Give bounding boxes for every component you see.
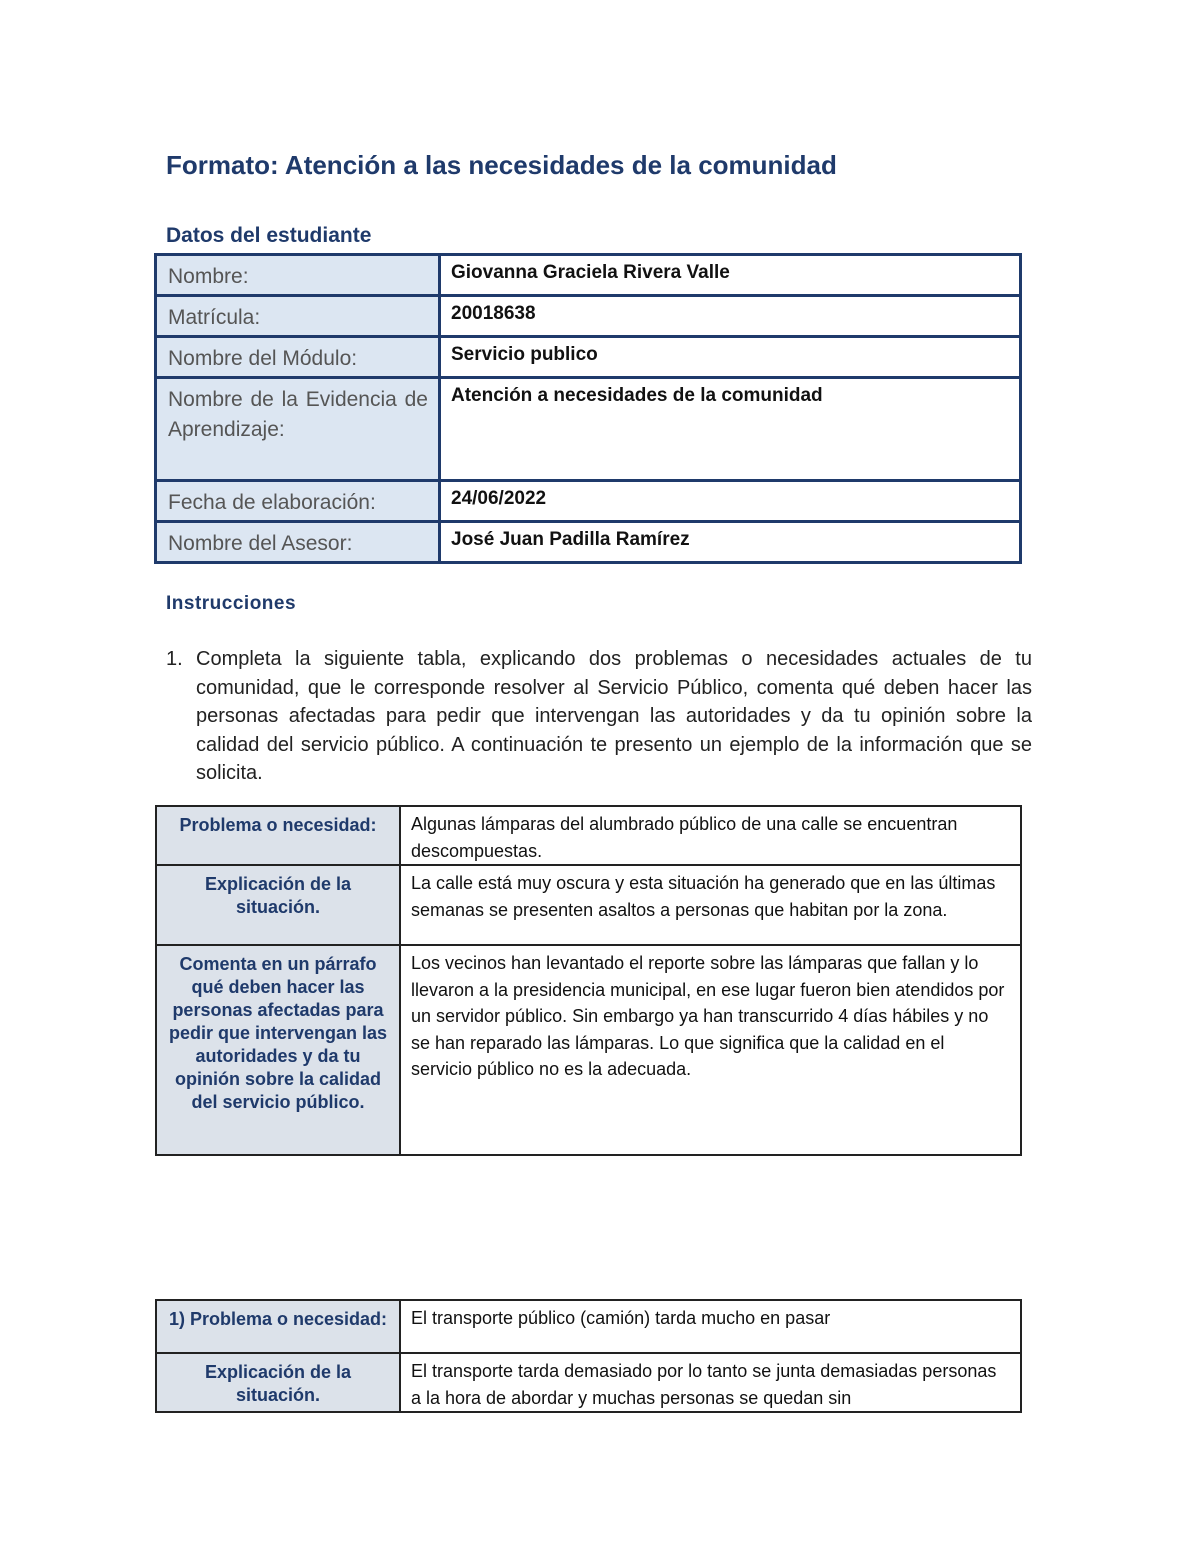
table-row — [156, 945, 1021, 1155]
example-comment-value: Los vecinos han levantado el reporte sobre las lámparas que fallan y lo llevaron a la presidencia municipal, en ese lugar fueron bien atendidos por un servidor público. Sin embargo ya han transcurrido 4 días hábiles y no se han reparado las lámparas. Lo que significa que la calidad en el servicio público no es la adecuada. — [400, 945, 1021, 1155]
table-row — [156, 1353, 1021, 1412]
date-label: Fecha de elaboración: — [156, 481, 440, 522]
student-name-value: Giovanna Graciela Rivera Valle — [440, 255, 1021, 296]
instruction-number: 1. — [166, 648, 183, 670]
table-row — [156, 296, 1021, 337]
evidence-label: Nombre de la Evidencia de Aprendizaje: — [156, 378, 440, 481]
table-row — [156, 255, 1021, 296]
instruction-text: Completa la siguiente tabla, explicando dos problemas o necesidades actuales de tu comunidad, que le corresponde resolver al Servicio Público, comenta qué deben hacer las personas afectadas para pedir que intervengan las autoridades y da tu opinión sobre la calidad del servicio público. A continuación te presento un ejemplo de la información que se solicita. — [196, 648, 1032, 784]
example-explanation-label: Explicación de la situación. — [156, 865, 400, 945]
example-explanation-value: La calle está muy oscura y esta situación ha generado que en las últimas semanas se presenten asaltos a personas que habitan por la zona. — [400, 865, 1021, 945]
example-problem-value: Algunas lámparas del alumbrado público de una calle se encuentran descompuestas. — [400, 806, 1021, 865]
instructions-list — [166, 645, 1032, 788]
example-problem-label: Problema o necesidad: — [156, 806, 400, 865]
problem-1-value: El transporte público (camión) tarda mucho en pasar — [400, 1300, 1021, 1353]
example-comment-label: Comenta en un párrafo qué deben hacer las personas afectadas para pedir que intervengan las autoridades y da tu opinión sobre la calidad del servicio público. — [156, 945, 400, 1155]
student-data-table — [154, 253, 1022, 564]
table-row — [156, 1300, 1021, 1353]
table-row — [156, 481, 1021, 522]
enrollment-label: Matrícula: — [156, 296, 440, 337]
page-title: Formato: Atención a las necesidades de la comunidad — [166, 150, 837, 180]
table-row — [156, 337, 1021, 378]
table-row — [156, 806, 1021, 865]
advisor-value: José Juan Padilla Ramírez — [440, 522, 1021, 563]
student-section-heading: Datos del estudiante — [166, 224, 372, 247]
enrollment-value: 20018638 — [440, 296, 1021, 337]
table-row — [156, 865, 1021, 945]
advisor-label: Nombre del Asesor: — [156, 522, 440, 563]
date-value: 24/06/2022 — [440, 481, 1021, 522]
problem-1-table — [155, 1299, 1022, 1413]
evidence-value: Atención a necesidades de la comunidad — [440, 378, 1021, 481]
module-label: Nombre del Módulo: — [156, 337, 440, 378]
table-row — [156, 378, 1021, 481]
table-row — [156, 522, 1021, 563]
example-table — [155, 805, 1022, 1156]
problem-1-label: 1) Problema o necesidad: — [156, 1300, 400, 1353]
instructions-heading: Instrucciones — [166, 593, 297, 614]
problem-1-explanation-label: Explicación de la situación. — [156, 1353, 400, 1412]
problem-1-explanation-value: El transporte tarda demasiado por lo tanto se junta demasiadas personas a la hora de abordar y muchas personas se quedan sin — [400, 1353, 1021, 1412]
student-name-label: Nombre: — [156, 255, 440, 296]
module-value: Servicio publico — [440, 337, 1021, 378]
